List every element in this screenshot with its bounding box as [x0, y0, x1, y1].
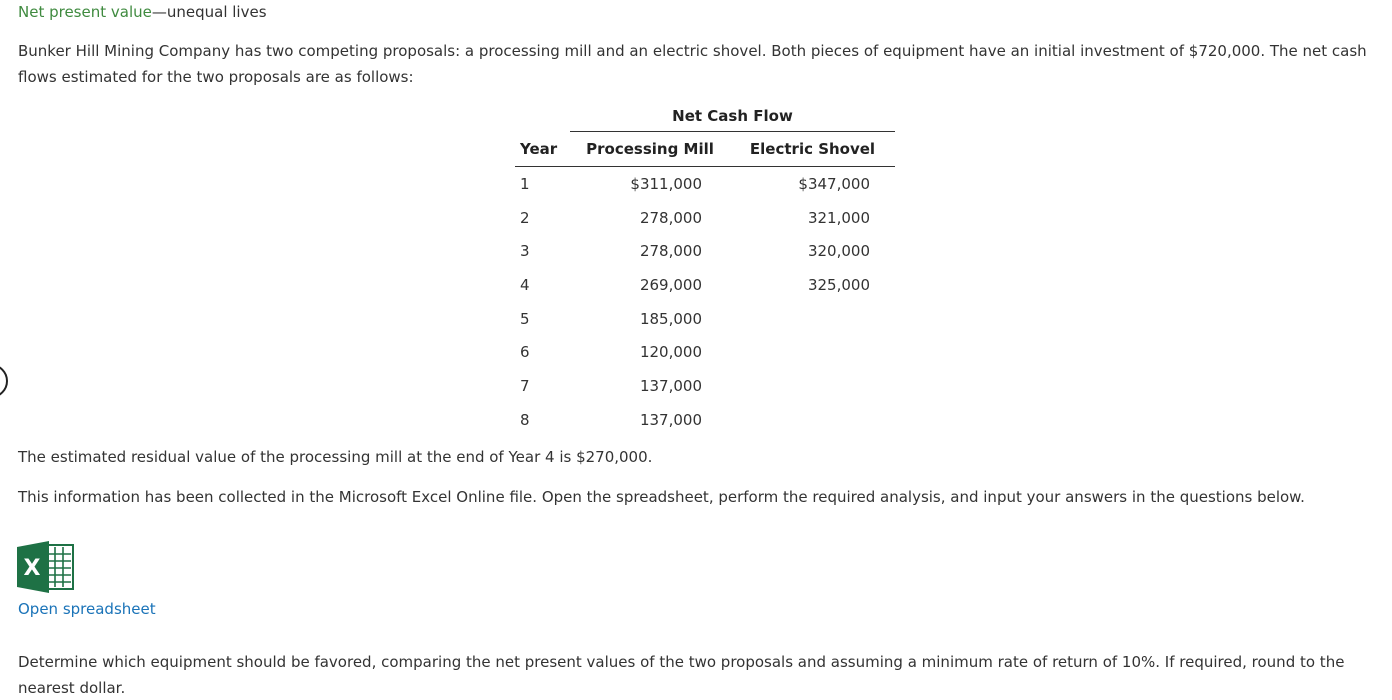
year-cell: 6	[520, 343, 530, 362]
cash-flow-table	[515, 101, 895, 437]
intro-paragraph: Bunker Hill Mining Company has two competing proposals: a processing mill and an electric shovel. Both pieces of equipment have an initial investment of $720,000. The net cash flows estimated for the two proposals are as follows:	[18, 42, 1367, 86]
shovel-cell	[730, 335, 895, 369]
shovel-cell: 325,000	[807, 275, 870, 294]
table-row	[515, 201, 895, 235]
open-spreadsheet-link[interactable]: Open spreadsheet	[18, 600, 156, 618]
electric-shovel-column-header: Electric Shovel	[730, 132, 895, 167]
table-row	[515, 302, 895, 336]
mill-cell: 137,000	[639, 376, 702, 395]
table-row	[515, 268, 895, 302]
title-dash: —	[151, 3, 167, 21]
year-cell: 8	[520, 410, 530, 429]
question-text: Determine which equipment should be favored, comparing the net present values of the two proposals and assuming a minimum rate of return of 10%. If required, round to the nearest dollar.	[18, 653, 1345, 697]
column-header-row	[515, 132, 895, 167]
year-cell: 1	[520, 174, 530, 193]
year-cell: 7	[520, 376, 530, 395]
table-row	[515, 403, 895, 437]
year-column-header: Year	[515, 132, 570, 167]
year-cell: 5	[520, 309, 530, 328]
excel-icon[interactable]	[17, 541, 75, 593]
svg-text:X: X	[23, 556, 41, 581]
processing-mill-column-header: Processing Mill	[570, 132, 730, 167]
table-row	[515, 167, 895, 201]
shovel-cell: $347,000	[798, 174, 870, 193]
mill-cell: 120,000	[639, 343, 702, 362]
mill-cell: 269,000	[639, 275, 702, 294]
table-row	[515, 234, 895, 268]
title-rest: unequal lives	[166, 3, 267, 21]
table-row	[515, 369, 895, 403]
mill-cell: 278,000	[639, 208, 702, 227]
group-header-spacer	[515, 101, 570, 132]
title-accent: Net present value	[18, 3, 152, 21]
year-cell: 3	[520, 242, 530, 261]
shovel-cell: 320,000	[807, 242, 870, 261]
mill-cell: $311,000	[630, 174, 702, 193]
mill-cell: 137,000	[639, 410, 702, 429]
year-cell: 2	[520, 208, 530, 227]
shovel-cell: 321,000	[807, 208, 870, 227]
spreadsheet-info-text: This information has been collected in the Microsoft Excel Online file. Open the spreadsheet, perform the required analysis, and input your answers in the questions below.	[18, 488, 1305, 506]
mill-cell: 278,000	[639, 242, 702, 261]
residual-value-text: The estimated residual value of the processing mill at the end of Year 4 is $270,000.	[18, 448, 653, 466]
cash-flow-table-wrap	[515, 101, 895, 437]
net-cash-flow-header: Net Cash Flow	[570, 101, 895, 132]
problem-title	[18, 3, 267, 21]
group-header-row	[515, 101, 895, 132]
circle-icon	[0, 364, 8, 398]
shovel-cell	[730, 403, 895, 437]
shovel-cell	[730, 369, 895, 403]
shovel-cell	[730, 302, 895, 336]
mill-cell: 185,000	[639, 309, 702, 328]
table-row	[515, 335, 895, 369]
year-cell: 4	[520, 275, 530, 294]
